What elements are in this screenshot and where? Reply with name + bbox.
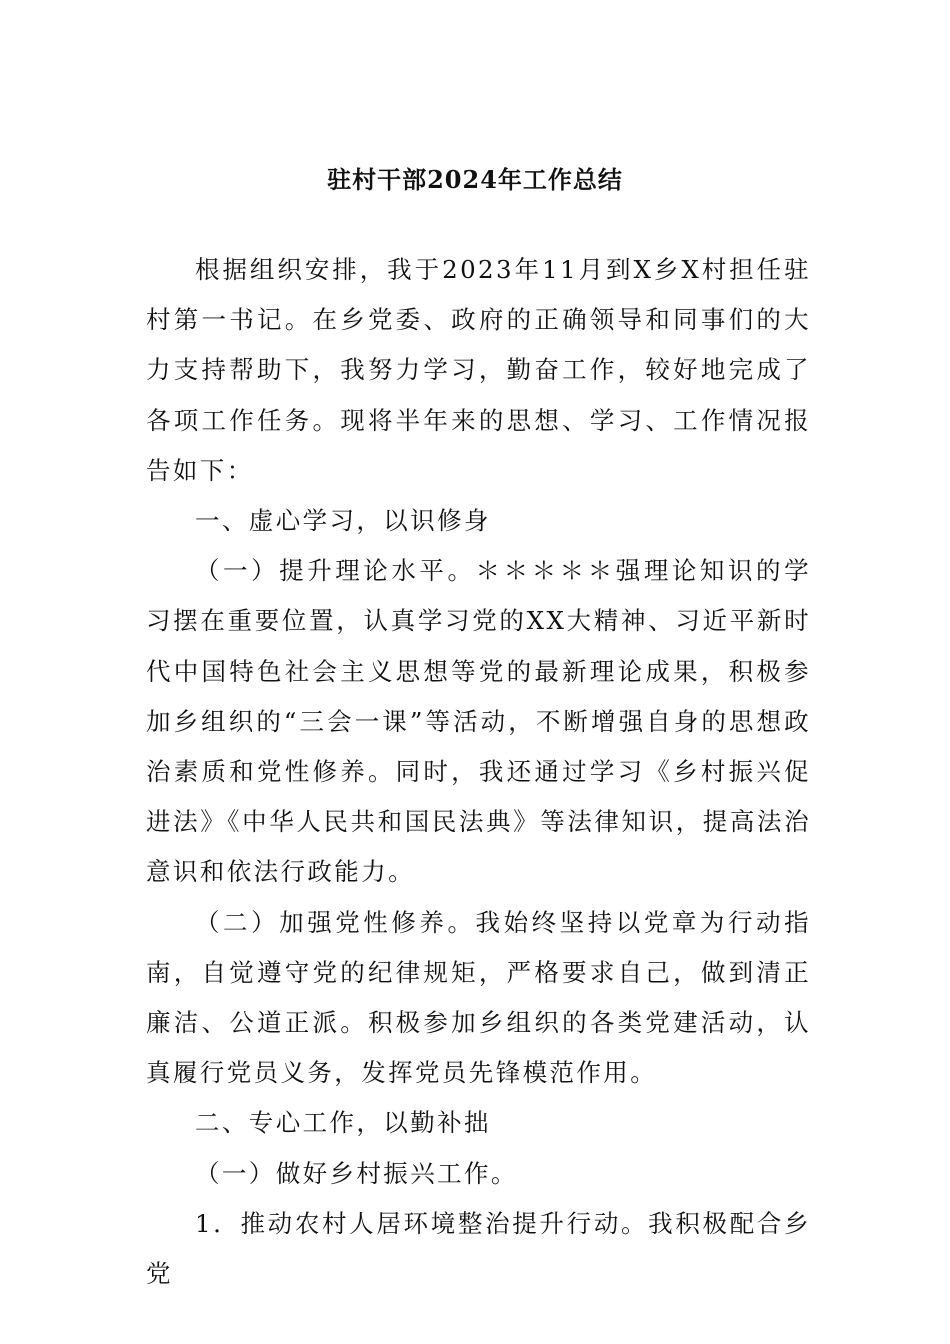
paragraph-theory: （一）提升理论水平。＊＊＊＊＊强理论知识的学习摆在重要位置，认真学习党的XX大精神、习近平新时代中国特色社会主义思想等党的最新理论成果，积极参加乡组织的“三会一课”等活动，不断增强自身的思想政治素质和党性修养。同时，我还通过学习《乡村振兴促进法》《中华人民共和国民法典》等法律知识，提高法治意识和依法行政能力。 [146,556,811,887]
subheading-rural-revitalization: （一）做好乡村振兴工作。 [195,1158,518,1188]
paragraph-intro: 根据组织安排，我于2023年11月到X乡X村担任驻村第一书记。在乡党委、政府的正确领导和同事们的大力支持帮助下，我努力学习，勤奋工作，较好地完成了各项工作任务。现将半年来的思想、学习、工作情况报告如下： [146,255,811,485]
paragraph-environment: 1．推动农村人居环境整治提升行动。我积极配合乡党 [146,1208,811,1289]
heading-section-1: 一、虚心学习，以识修身 [195,506,491,536]
document-title: 驻村干部2024年工作总结 [327,165,623,194]
paragraph-party-spirit: （二）加强党性修养。我始终坚持以党章为行动指南，自觉遵守党的纪律规矩，严格要求自己，做到清正廉洁、公道正派。积极参加乡组织的各类党建活动，认真履行党员义务，发挥党员先锋模范作用。 [146,907,811,1088]
document-body [146,245,811,1299]
heading-section-2: 二、专心工作，以勤补拙 [195,1108,491,1138]
